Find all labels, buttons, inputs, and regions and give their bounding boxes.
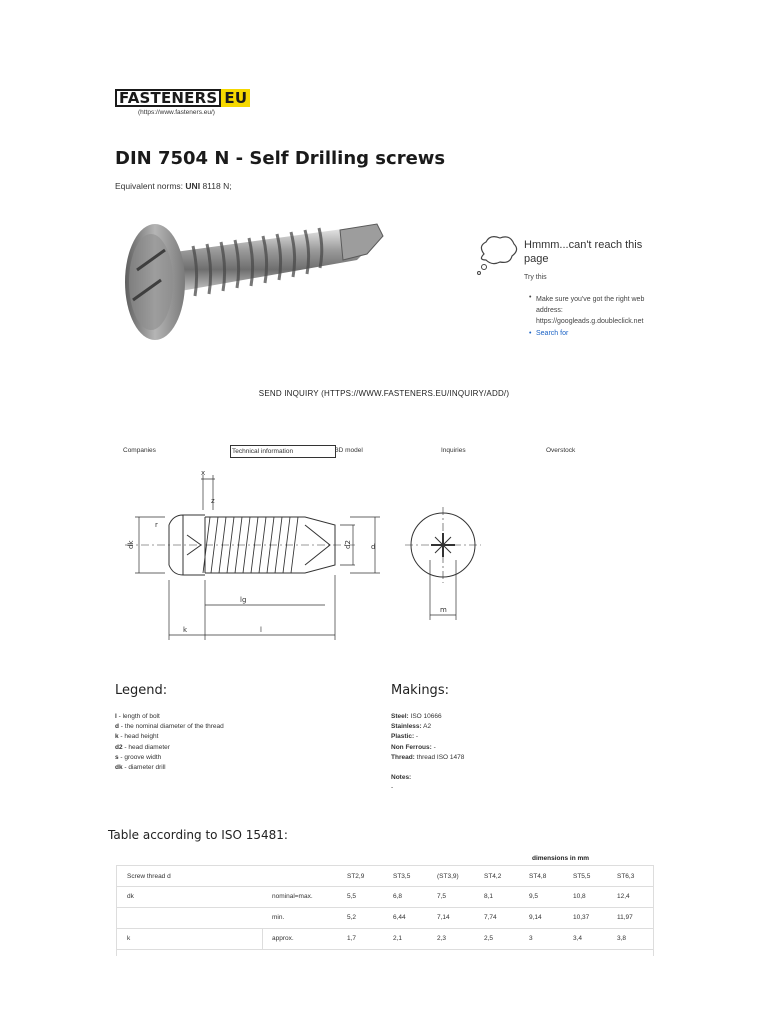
logo-eu-text: EU: [221, 89, 250, 107]
legend-item: l - length of bolt: [115, 713, 160, 720]
logo-url[interactable]: (https://www.fasteners.eu/): [138, 109, 215, 116]
svg-text:dk: dk: [127, 540, 135, 549]
making-item: Steel: ISO 10666: [391, 713, 442, 720]
notes-value: -: [391, 784, 394, 792]
legend-item: k - head height: [115, 733, 159, 741]
table-cell: 7,74: [484, 914, 497, 921]
table-cell: 3,4: [573, 935, 583, 942]
row-param: k: [127, 935, 131, 942]
table-cell: 8,1: [484, 893, 494, 900]
making-item: Plastic: -: [391, 733, 419, 741]
equivalent-norm: UNI: [185, 181, 201, 191]
table-cell: 2,3: [437, 935, 447, 942]
making-item: Non Ferrous: -: [391, 743, 436, 751]
table-cell: 1,7: [347, 935, 357, 942]
svg-text:m: m: [440, 606, 447, 614]
making-item: Stainless: A2: [391, 723, 432, 731]
row-type: nominal=max.: [272, 893, 313, 900]
logo-fasteners-text: FASTENERS: [115, 89, 221, 107]
row-type: approx.: [272, 935, 294, 942]
svg-text:lg: lg: [240, 596, 247, 604]
header-size: (ST3,9): [437, 873, 459, 880]
bullet-icon: •: [529, 294, 532, 301]
makings-list: [391, 712, 464, 793]
header-size: ST2,9: [347, 873, 365, 880]
legend-item: dk - diameter drill: [115, 764, 166, 772]
page-title: DIN 7504 N - Self Drilling screws: [115, 148, 446, 169]
site-logo[interactable]: [115, 89, 250, 107]
tab-inquiries[interactable]: Inquiries: [441, 447, 466, 454]
legend-item: s - groove width: [115, 753, 162, 761]
ad-frame-error: [474, 232, 654, 340]
bullet-icon: •: [529, 330, 532, 337]
table-cell: 7,14: [437, 914, 450, 921]
error-title: Hmmm...can't reach this page: [524, 239, 643, 265]
tab-technical-information[interactable]: Technical information: [230, 445, 336, 458]
table-cell: 3: [529, 935, 533, 942]
makings-title: Makings:: [391, 683, 449, 698]
error-try-this: Try this: [524, 274, 547, 281]
header-size: ST5,5: [573, 873, 591, 880]
svg-text:k: k: [183, 626, 188, 634]
table-cell: 6,44: [393, 914, 406, 921]
legend-list: [115, 712, 224, 773]
tab-3d-model[interactable]: 3D model: [335, 447, 363, 454]
header-screw-thread: Screw thread d: [127, 873, 171, 880]
svg-text:x: x: [201, 469, 206, 477]
screw-product-image: [115, 210, 385, 345]
header-size: ST6,3: [617, 873, 635, 880]
table-title: Table according to ISO 15481:: [108, 828, 288, 842]
table-cell: 12,4: [617, 893, 630, 900]
svg-text:d: d: [371, 543, 376, 551]
svg-text:z: z: [211, 497, 215, 505]
table-cell: 7,5: [437, 893, 447, 900]
table-cell: 10,37: [573, 914, 590, 921]
table-cell: 5,2: [347, 914, 357, 921]
table-cell: 2,1: [393, 935, 403, 942]
table-cell: 9,14: [529, 914, 542, 921]
dimensions-note: dimensions in mm: [532, 855, 590, 862]
table-cell: 9,5: [529, 893, 539, 900]
equivalent-norms: [115, 181, 232, 191]
row-type: min.: [272, 914, 285, 921]
svg-text:d2: d2: [344, 540, 352, 549]
error-suggestion: Make sure you've got the right web address: https://googleads.g.doubleclick.net: [536, 296, 645, 325]
header-size: ST4,8: [529, 873, 547, 880]
legend-title: Legend:: [115, 683, 168, 698]
technical-drawing: [125, 465, 500, 645]
table-cell: 3,8: [617, 935, 627, 942]
tab-overstock[interactable]: Overstock: [546, 447, 576, 454]
svg-text:r: r: [155, 521, 158, 529]
tab-companies[interactable]: Companies: [123, 447, 156, 454]
header-size: ST4,2: [484, 873, 502, 880]
legend-item: d2 - head diameter: [115, 743, 170, 751]
equivalent-label: Equivalent norms:: [115, 181, 184, 191]
equivalent-value: 8118 N;: [202, 181, 232, 191]
send-inquiry-link[interactable]: SEND INQUIRY (HTTPS://WWW.FASTENERS.EU/INQUIRY/ADD/): [258, 389, 510, 398]
row-param: dk: [127, 893, 134, 900]
table-cell: 10,8: [573, 893, 586, 900]
table-cell: 2,5: [484, 935, 494, 942]
legend-item: d - the nominal diameter of the thread: [115, 723, 224, 731]
svg-text:l: l: [260, 626, 262, 634]
making-item: Thread: thread ISO 1478: [391, 753, 465, 761]
dimensions-table: [116, 865, 654, 956]
error-search-link[interactable]: Search for: [536, 330, 569, 337]
thought-cloud-icon: [474, 234, 520, 276]
table-cell: 11,97: [617, 914, 633, 921]
header-size: ST3,5: [393, 873, 411, 880]
notes-label: Notes:: [391, 774, 412, 782]
table-cell: 6,8: [393, 893, 403, 900]
table-cell: 5,5: [347, 893, 357, 900]
